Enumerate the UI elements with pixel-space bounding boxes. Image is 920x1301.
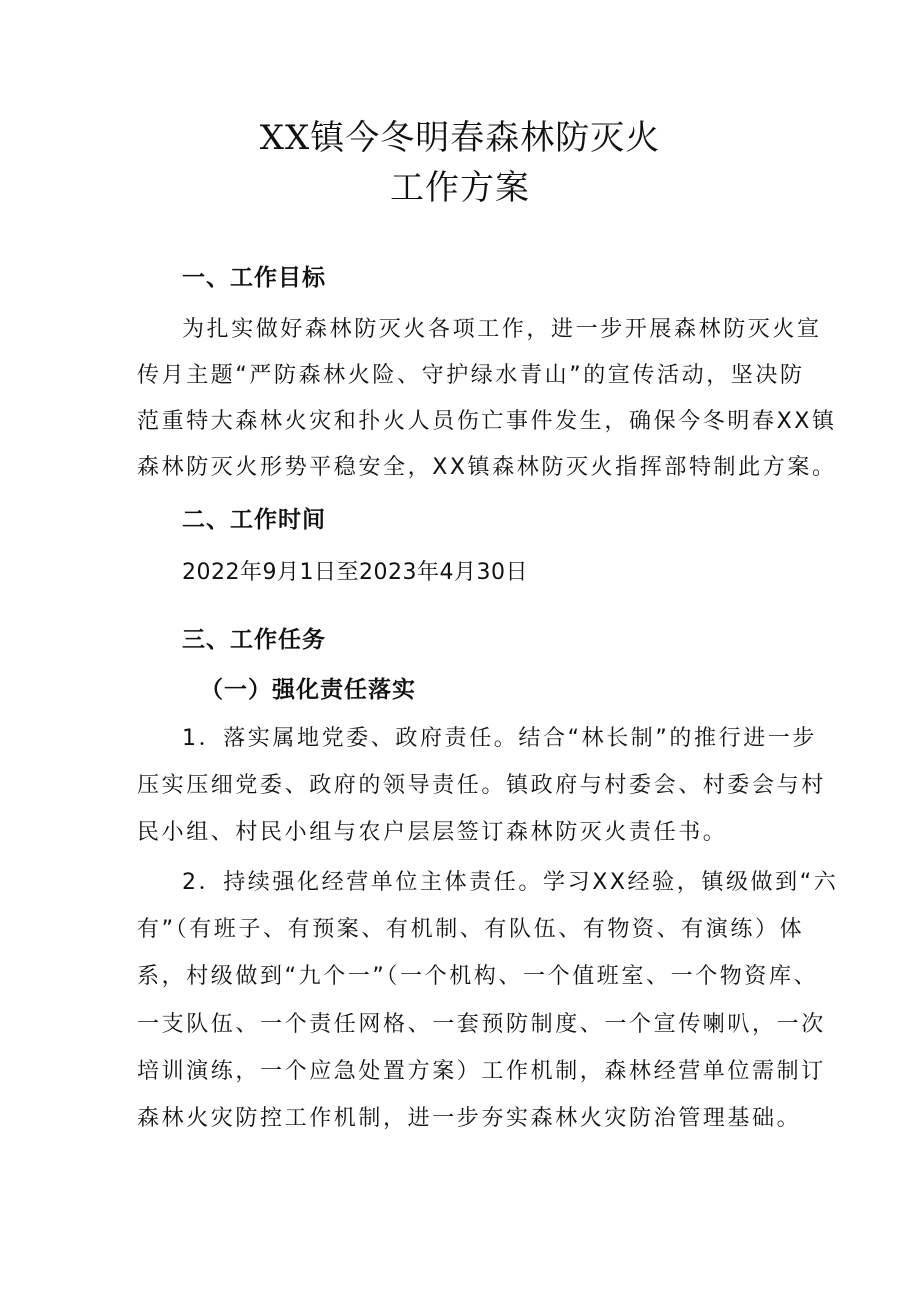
section-2-heading: 二、工作时间 <box>182 507 326 533</box>
section-1-heading: 一、工作目标 <box>182 265 326 291</box>
section-1-line-1: 为扎实做好森林防灭火各项工作，进一步开展森林防灭火宣 <box>182 317 822 342</box>
work-period-text: 2022年9月1日至2023年4月30日 <box>182 560 528 585</box>
section-1-line-3: 范重特大森林火灾和扑火人员伤亡事件发生，确保今冬明春XX镇 <box>137 409 837 434</box>
item-2-line-6: 森林火灾防控工作机制，进一步夯实森林火灾防治管理基础。 <box>137 1106 802 1131</box>
item-1-line-3: 民小组、村民小组与农户层层签订森林防灭火责任书。 <box>137 820 728 845</box>
section-3-heading: 三、工作任务 <box>182 627 326 653</box>
item-2-line-2: 有”（有班子、有预案、有机制、有队伍、有物资、有演练）体 <box>137 917 805 942</box>
item-2-line-5: 培训演练，一个应急处置方案）工作机制，森林经营单位需制订 <box>137 1059 826 1084</box>
section-1-line-4: 森林防灭火形势平稳安全，XX镇森林防灭火指挥部特制此方案。 <box>137 455 837 480</box>
item-2-line-3: 系，村级做到“九个一”（一个机构、一个值班室、一个物资库、 <box>137 964 819 989</box>
document-title-line-1: XX镇今冬明春森林防灭火 <box>259 118 661 158</box>
section-1-line-2: 传月主题“严防森林火险、守护绿水青山”的宣传活动，坚决防 <box>137 363 805 388</box>
item-1-line-1: 1．落实属地党委、政府责任。结合“林长制”的推行进一步 <box>182 726 817 751</box>
section-3-subheading: （一）强化责任落实 <box>200 677 416 703</box>
item-1-line-2: 压实压细党委、政府的领导责任。镇政府与村委会、村委会与村 <box>137 773 826 798</box>
item-2-line-1: 2．持续强化经营单位主体责任。学习XX经验，镇级做到“六 <box>182 870 839 895</box>
item-2-line-4: 一支队伍、一个责任网格、一套预防制度、一个宣传喇叭，一次 <box>137 1012 826 1037</box>
document-title-line-2: 工作方案 <box>390 168 530 208</box>
